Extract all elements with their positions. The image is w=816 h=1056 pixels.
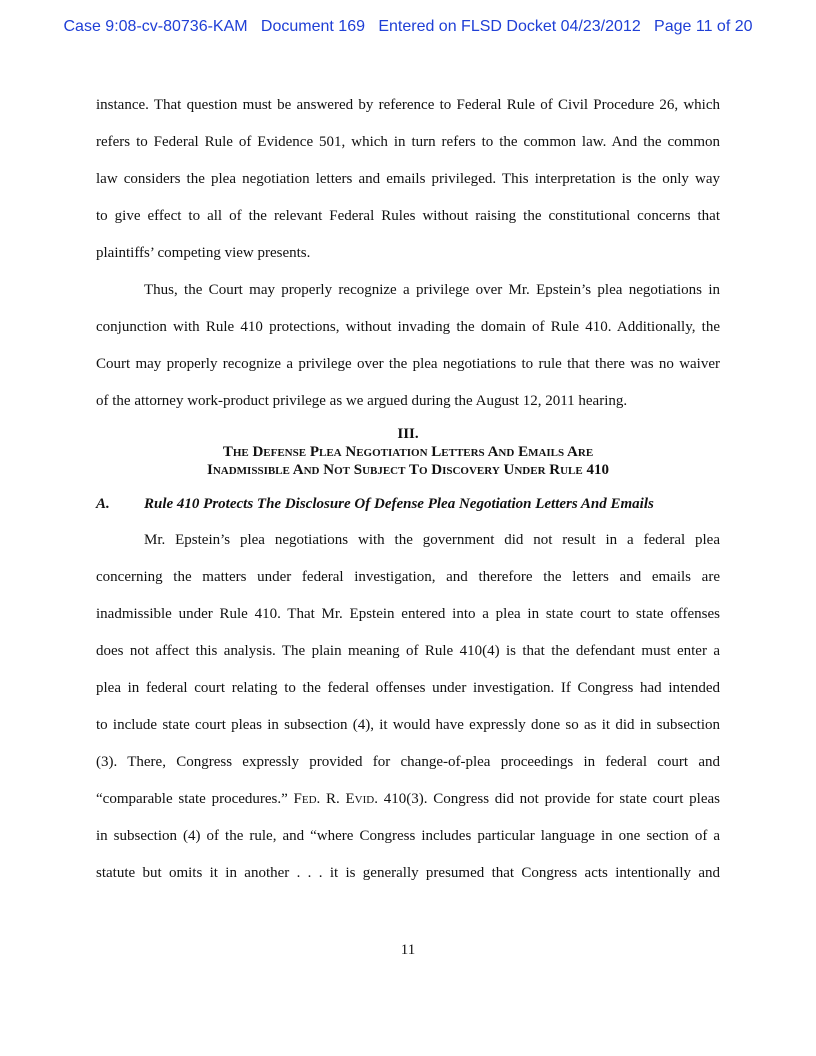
rule-citation: Fed. R. Evid.	[293, 791, 378, 807]
paragraph-line: instance. That question must be answered by reference to Federal Rule of Civil Procedure 26, which	[96, 97, 720, 113]
paragraph-line: plea in federal court relating to the federal offenses under investigation. If Congress had intended	[96, 680, 720, 696]
paragraph-line: Court may properly recognize a privilege over the plea negotiations to rule that there was no waiver	[96, 356, 720, 372]
section-number: III.	[397, 426, 419, 442]
paragraph-line: to give effect to all of the relevant Federal Rules without raising the constitutional concerns that	[96, 208, 720, 224]
subsection-heading	[96, 492, 720, 525]
paragraph-line: Thus, the Court may properly recognize a privilege over Mr. Epstein’s plea negotiations in	[144, 282, 720, 298]
paragraph-line: plaintiffs’ competing view presents.	[96, 245, 311, 261]
citation-continuation: 410(3). Congress did not provide for state court pleas	[377, 791, 720, 807]
paragraph-line: refers to Federal Rule of Evidence 501, which in turn refers to the common law. And the common	[96, 134, 720, 150]
section-title-line-1: The Defense Plea Negotiation Letters And Emails Are	[222, 444, 594, 460]
page-number: 11	[400, 942, 416, 958]
paragraph-line: Mr. Epstein’s plea negotiations with the government did not result in a federal plea	[144, 532, 720, 548]
paragraph-line	[96, 784, 720, 821]
paragraph-line: concerning the matters under federal investigation, and therefore the letters and emails are	[96, 569, 720, 585]
paragraph-line: (3). There, Congress expressly provided for change-of-plea proceedings in federal court and	[96, 754, 720, 770]
subsection-title: Rule 410 Protects The Disclosure Of Defense Plea Negotiation Letters And Emails	[144, 496, 654, 512]
paragraph-line: statute but omits it in another . . . it is generally presumed that Congress acts intentionally and	[96, 865, 720, 881]
paragraph-line: does not affect this analysis. The plain meaning of Rule 410(4) is that the defendant must enter a	[96, 643, 720, 659]
section-title-line-2: Inadmissible And Not Subject To Discovery Under Rule 410	[207, 462, 609, 478]
docket-header-stamp: Case 9:08-cv-80736-KAM Document 169 Entered on FLSD Docket 04/23/2012 Page 11 of 20	[63, 18, 753, 35]
paragraph-line: of the attorney work-product privilege as we argued during the August 12, 2011 hearing.	[96, 393, 628, 409]
paragraph-line: in subsection (4) of the rule, and “where Congress includes particular language in one section of a	[96, 828, 720, 844]
paragraph-line: to include state court pleas in subsection (4), it would have expressly done so as it did in subsection	[96, 717, 720, 733]
subsection-letter: A.	[96, 496, 110, 512]
paragraph-line: conjunction with Rule 410 protections, without invading the domain of Rule 410. Additionally, the	[96, 319, 720, 335]
paragraph-line: inadmissible under Rule 410. That Mr. Epstein entered into a plea in state court to state offenses	[96, 606, 720, 622]
document-body	[96, 90, 720, 895]
quote-text: “comparable state procedures.”	[96, 791, 294, 807]
paragraph-line: law considers the plea negotiation letters and emails privileged. This interpretation is the only way	[96, 171, 720, 187]
paragraph-3	[96, 525, 720, 895]
paragraph-2	[96, 275, 720, 423]
section-heading	[96, 425, 720, 479]
paragraph-1	[96, 90, 720, 275]
